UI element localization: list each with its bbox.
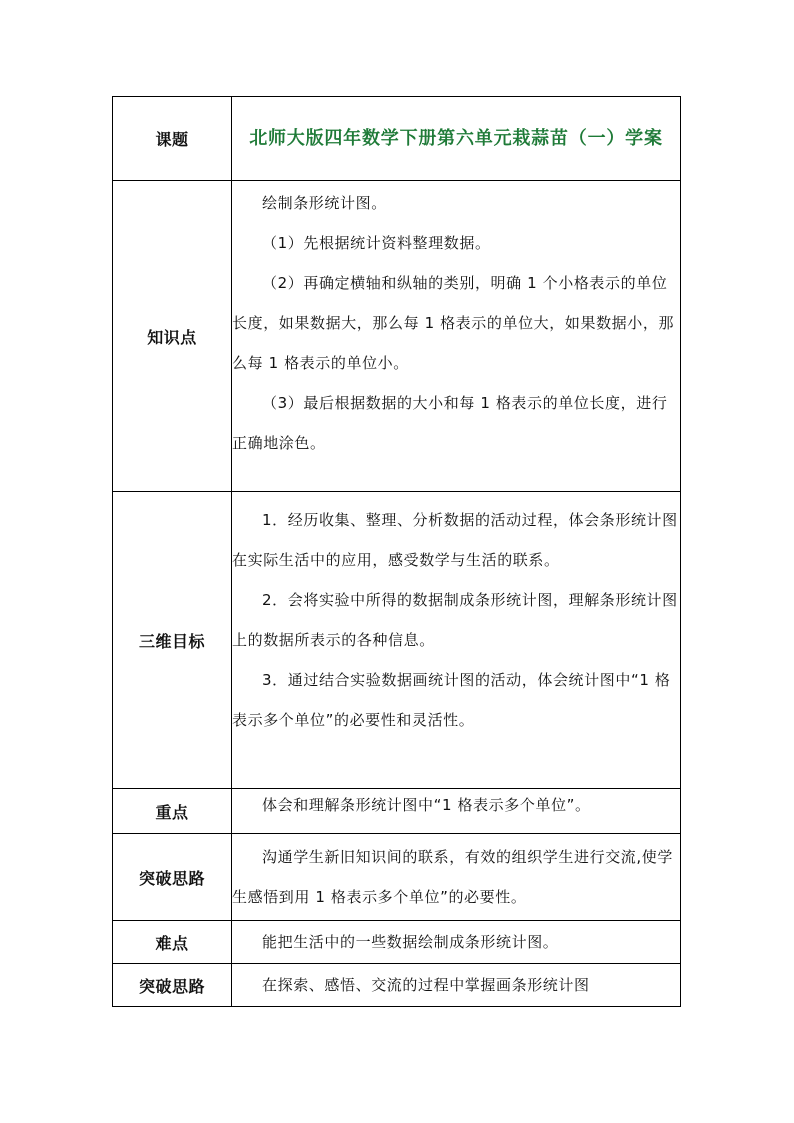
knowledge-row xyxy=(113,181,681,492)
goals-paragraph: 3．通过结合实验数据画统计图的活动，体会统计图中“1 格表示多个单位”的必要性和灵活性。 xyxy=(232,671,671,729)
key-point-row xyxy=(113,789,681,834)
goals-paragraph: 2．会将实验中所得的数据制成条形统计图，理解条形统计图上的数据所表示的各种信息。 xyxy=(232,591,678,649)
goals-label: 三维目标 xyxy=(113,492,232,789)
difficulty-content xyxy=(232,921,681,964)
breakthrough-label-2: 突破思路 xyxy=(113,964,232,1007)
difficulty-text: 能把生活中的一些数据绘制成条形统计图。 xyxy=(262,933,559,951)
breakthrough-content-2 xyxy=(232,964,681,1007)
lesson-title: 北师大版四年数学下册第六单元栽蒜苗（一）学案 xyxy=(232,97,681,181)
goals-content xyxy=(232,492,681,789)
breakthrough-row-2 xyxy=(113,964,681,1007)
difficulty-label: 难点 xyxy=(113,921,232,964)
title-label: 课题 xyxy=(113,97,232,181)
goals-paragraph: 1．经历收集、整理、分析数据的活动过程，体会条形统计图在实际生活中的应用，感受数学与生活的联系。 xyxy=(232,511,678,569)
key-point-content xyxy=(232,789,681,834)
knowledge-label: 知识点 xyxy=(113,181,232,492)
key-point-label: 重点 xyxy=(113,789,232,834)
knowledge-paragraph: （3）最后根据数据的大小和每 1 格表示的单位长度，进行正确地涂色。 xyxy=(232,394,668,452)
lesson-plan-table xyxy=(112,96,681,1007)
knowledge-paragraph: （2）再确定横轴和纵轴的类别，明确 1 个小格表示的单位长度，如果数据大，那么每 1 格表示的单位大，如果数据小，那么每 1 格表示的单位小。 xyxy=(232,274,675,372)
knowledge-paragraph: 绘制条形统计图。 xyxy=(262,194,387,212)
breakthrough-text-2: 在探索、感悟、交流的过程中掌握画条形统计图 xyxy=(262,976,590,994)
breakthrough-content-1 xyxy=(232,834,681,921)
title-row xyxy=(113,97,681,181)
key-point-text: 体会和理解条形统计图中“1 格表示多个单位”。 xyxy=(262,796,591,814)
difficulty-row xyxy=(113,921,681,964)
breakthrough-label-1: 突破思路 xyxy=(113,834,232,921)
goals-row xyxy=(113,492,681,789)
breakthrough-row-1 xyxy=(113,834,681,921)
knowledge-paragraph: （1）先根据统计资料整理数据。 xyxy=(262,234,491,252)
knowledge-content xyxy=(232,181,681,492)
breakthrough-text-1: 沟通学生新旧知识间的联系，有效的组织学生进行交流,使学生感悟到用 1 格表示多个单位”的必要性。 xyxy=(232,848,673,906)
